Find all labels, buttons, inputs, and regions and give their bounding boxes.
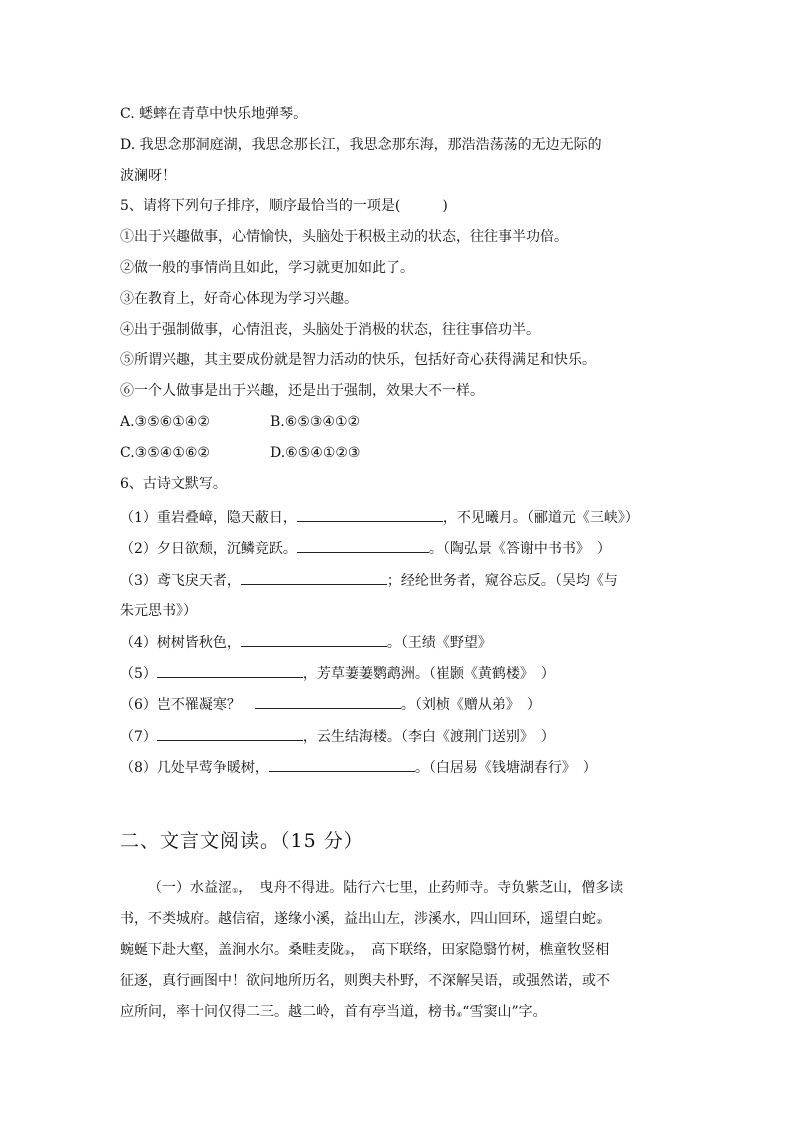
q5-sentence: ④出于强制做事，心情沮丧，头脑处于消极的状态，往往事倍功半。 [120,322,540,338]
footnote-marker: ① [232,887,239,895]
q5-sentence: ②做一般的事情尚且如此，学习就更加如此了。 [120,260,414,276]
q6-item-suffix: ；经纶世务者，窥谷忘反。（吴均《与 [386,573,618,589]
q4-option-d-line1: D. 我思念那洞庭湖，我思念那长江，我思念那东海，那浩浩荡荡的无边无际的 [120,137,602,153]
q6-item-suffix: ，不见曦月。（郦道元《三峡》） [442,510,639,526]
q5-sentence: ①出于兴趣做事，心情愉快，头脑处于积极主动的状态，往往事半功倍。 [120,229,568,245]
q6-item-2 [120,538,611,559]
q5-stem: 5、请将下列句子排序，顺序最恰当的一项是( ) [120,198,448,214]
q6-item-prefix: （3）鸢飞戾天者， [120,573,241,589]
q6-item-1 [120,507,639,528]
q6-item-4 [120,632,492,653]
passage-text: 蜿蜒下赴大壑，盖涧水尔。桑畦麦陇 [120,942,344,958]
passage-text: 书，不类城府。越信宿，遂缘小溪，益出山左，涉溪水，四山回环，遥望白蛇 [120,911,596,927]
q5-options-row1 [120,412,360,432]
passage-line-2 [120,909,680,931]
q6-item-prefix: （5） [120,666,157,682]
q6-stem: 6、古诗文默写。 [120,476,227,492]
q6-item-prefix: （1）重岩叠嶂，隐天蔽日， [120,510,297,526]
answer-blank[interactable] [157,726,303,741]
q6-item-suffix: ，云生结海楼。（李白《渡荆门送别》 ） [302,729,555,745]
q6-item-suffix: 。（陶弘景《答谢中书书》 ） [428,541,611,557]
passage-text: （一）水益涩 [148,880,232,896]
passage-text: ， 曳舟不得进。陆行六七里，止药师寺。寺负紫芝山，僧多读 [238,880,624,896]
q6-item-7 [120,726,555,747]
passage-line-5 [120,1002,680,1024]
answer-blank[interactable] [241,632,387,647]
q6-item-prefix: （4）树树皆秋色， [120,635,241,651]
q6-item-5 [120,663,555,684]
answer-blank[interactable] [157,663,303,678]
passage-line-4: 征逐，真行画图中！欲问地所历名，则舆夫朴野，不深解吴语，或强然诺，或不 [120,973,610,989]
q6-item-prefix: （6）岂不罹凝寒？ [120,697,255,713]
q6-item-suffix: 。（刘桢《赠从弟》 ） [400,697,541,713]
passage-text: “雪窦山”字。 [462,1004,547,1020]
q6-item-prefix: （2）夕日欲颓，沉鳞竞跃。 [120,541,297,557]
answer-blank[interactable] [269,757,415,772]
passage-text: 应所问，率十问仅得二三。越二岭，首有亭当道，榜书 [120,1004,456,1020]
q6-item-3 [120,570,618,591]
q6-item-6 [120,694,541,715]
q4-option-c: C. 蟋蟀在青草中快乐地弹琴。 [120,106,308,122]
footnote-marker: ③ [344,949,351,957]
q5-option-c: C.③⑤④①⑥② [120,445,210,461]
q4-option-d-line2: 波澜呀！ [120,168,176,184]
q6-item-suffix: 。（王绩《野望》 [386,635,492,651]
footnote-marker: ④ [456,1011,463,1019]
footnote-marker: ② [596,918,603,926]
q5-option-d: D.⑥⑤④①②③ [270,445,361,461]
answer-blank[interactable] [297,507,443,522]
q5-option-b: B.⑥⑤③④①② [270,414,361,430]
q6-item-prefix: （8）几处早莺争暖树， [120,760,269,776]
answer-blank[interactable] [255,694,401,709]
q5-option-a: A.③⑤⑥①④② [120,414,210,430]
passage-text: ， 高下联络，田家隐翳竹树，樵童牧竖相 [350,942,610,958]
q6-item-suffix: 。（白居易《钱塘湖春行》 ） [414,760,597,776]
q6-item-suffix: ，芳草萋萋鹦鹉洲。（崔颢《黄鹤楼》 ） [302,666,555,682]
q6-item-8 [120,757,597,778]
answer-blank[interactable] [241,570,387,585]
section-heading: 二、文言文阅读。（15 分） [120,830,364,852]
q5-sentence: ③在教育上，好奇心体现为学习兴趣。 [120,291,358,307]
answer-blank[interactable] [297,538,429,553]
q6-item-prefix: （7） [120,729,157,745]
q5-sentence: ⑤所谓兴趣，其主要成份就是智力活动的快乐，包括好奇心获得满足和快乐。 [120,352,596,368]
passage-line-3 [120,940,680,962]
q5-options-row2 [120,443,360,463]
q6-item-3-continued: 朱元思书》） [120,603,197,619]
q5-sentence: ⑥一个人做事是出于兴趣，还是出于强制，效果大不一样。 [120,383,484,399]
passage-line-1 [148,878,708,900]
